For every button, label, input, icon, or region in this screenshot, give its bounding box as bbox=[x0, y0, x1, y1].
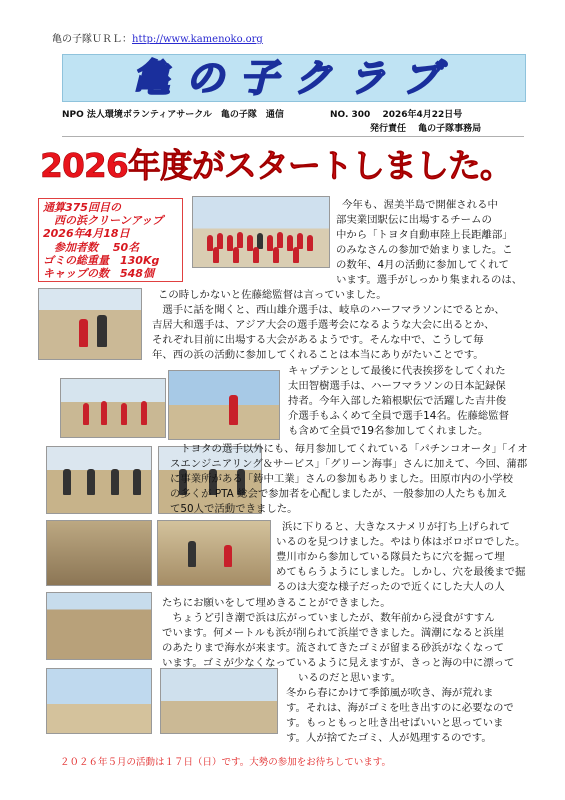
article-line: 今年も、渥美半島で開催される中 bbox=[342, 199, 498, 211]
article-line: 中から「トヨタ自動車陸上長距離部」 bbox=[336, 229, 513, 241]
info-line: キャップの数 548個 bbox=[43, 267, 154, 281]
eroded-beach-photo bbox=[46, 592, 152, 660]
page-headline: 2026年度がスタートしました。 bbox=[40, 146, 512, 185]
runners-with-bags-photo bbox=[38, 288, 142, 360]
sponsor-group-photo-1 bbox=[46, 446, 152, 514]
team-group-photo bbox=[192, 196, 330, 268]
info-line: 参加者数 50名 bbox=[43, 240, 140, 254]
article-line: るのは大変な様子だったので近くにした大人の人 bbox=[276, 581, 505, 593]
article-line: トヨタの選手以外にも、毎月参加してくれている「パチンコオータ」「イオ bbox=[170, 443, 528, 455]
article-line: 年、西の浜の活動に参加してくれることは本当にありがたいことです。 bbox=[152, 349, 484, 361]
article-line: それぞれ目前に出場する大会があるようです。そんな中で、こうして毎 bbox=[152, 334, 484, 346]
article-line: 吉居大和選手は、アジア大会の選手選考会になるような大会に出るとか、 bbox=[152, 319, 495, 331]
article-line: います。ゴミが少なくなっているように見えますが、きっと海の中に漂って bbox=[162, 657, 515, 669]
article-line: でいます。何メートルも浜が削られて浜崖できました。満潮になると浜崖 bbox=[162, 627, 505, 639]
url-line bbox=[52, 30, 263, 45]
article-line: いるのだと思います。 bbox=[298, 672, 402, 684]
porpoise-photo bbox=[46, 520, 152, 586]
beach-cliff-photo bbox=[160, 668, 278, 734]
article-line: す。もっともっと吐き出せばいいと思っていま bbox=[286, 717, 504, 729]
coastline-photo bbox=[46, 668, 152, 734]
article-line: 冬から春にかけて季節風が吹き、海が荒れま bbox=[286, 687, 494, 699]
article-line: の多くが PTA 総会で参加者を心配しましたが、一般参加の人たちも加え bbox=[170, 488, 508, 500]
article-line: の数年、4月の活動に参加してくれて bbox=[336, 259, 509, 271]
org-name: NPO 法人環境ボランティアサークル 亀の子隊 通信 bbox=[62, 110, 284, 120]
publisher: 発行責任 亀の子隊事務局 bbox=[370, 124, 482, 134]
volunteers-with-bags-photo bbox=[60, 378, 166, 438]
next-event-note: ２０２６年５月の活動は１７日（日）です。大勢の参加をお待ちしています。 bbox=[60, 757, 391, 768]
divider bbox=[62, 136, 524, 137]
article-line: 介選手もふくめて全員で選手14名。佐藤総監督 bbox=[288, 410, 510, 422]
site-link[interactable]: http://www.kamenoko.org bbox=[132, 34, 263, 45]
info-line: 2026年4月18日 bbox=[43, 227, 130, 241]
article-line: スエンジニアリング＆サービス」「グリーン海事」さんに加えて、今回、蒲郡 bbox=[170, 458, 528, 470]
article-line: のみなさんの参加で始まりました。こ bbox=[336, 244, 513, 256]
masthead-banner bbox=[62, 54, 526, 102]
article-line: 浜に下りると、大きなスナメリが打ち上げられて bbox=[282, 521, 510, 533]
article-line: います。選手がしっかり集まれるのは、 bbox=[336, 274, 523, 286]
article-line: 部実業団駅伝に出場するチームの bbox=[336, 214, 492, 226]
article-line: たちにお願いをして埋めきることができました。 bbox=[162, 597, 391, 609]
article-line: 豊川市から参加している隊員たちに穴を掘って埋 bbox=[276, 551, 505, 563]
article-line: めてもらうようにしました。しかし、穴を最後まで掘 bbox=[276, 566, 526, 578]
article-line: ちょうど引き潮で浜は広がっていましたが、数年前から浸食がすすん bbox=[162, 612, 495, 624]
article-line: 持者。今年入部した箱根駅伝で活躍した吉井俊 bbox=[288, 395, 507, 407]
article-line: 太田智樹選手は、ハーフマラソンの日本記録保 bbox=[288, 380, 506, 392]
article-line: のあたりまで海水が来ます。流されてきたゴミが留まる砂浜がなくなって bbox=[162, 642, 505, 654]
article-line: に事業所がある「鋳中工業」さんの参加もありました。田原市内の小学校 bbox=[170, 473, 513, 485]
newsletter-logo: 亀の子クラブ bbox=[131, 56, 456, 100]
article-line: キャプテンとして最後に代表挨拶をしてくれた bbox=[288, 365, 506, 377]
article-line: いるのを見つけました。やはり体はボロボロでした。 bbox=[276, 536, 526, 548]
info-line: ゴミの総重量 130Kg bbox=[43, 253, 160, 267]
article-line: す。人が捨てたゴミ、人が処理するのです。 bbox=[286, 732, 492, 744]
article-line: す。それは、海がゴミを吐き出すのに必要なので bbox=[286, 702, 514, 714]
url-label: 亀の子隊ＵＲＬ： bbox=[52, 34, 132, 45]
article-line: この時しかないと佐藤総監督は言っていました。 bbox=[158, 289, 387, 301]
info-line: 西の浜クリーンアップ bbox=[43, 214, 164, 228]
event-info-box bbox=[38, 198, 183, 282]
captain-speech-photo bbox=[168, 370, 280, 440]
issue-info: NO. 300 2026年4月22日号 bbox=[330, 110, 463, 120]
article-line: 選手に話を聞くと、西山雄介選手は、岐阜のハーフマラソンにでるとか、 bbox=[152, 304, 505, 316]
article-line: も含めて全員で19名参加してくれました。 bbox=[288, 425, 489, 437]
digging-photo bbox=[157, 520, 271, 586]
info-line: 通算375回目の bbox=[43, 201, 121, 214]
article-line: て50人で活動できました。 bbox=[170, 503, 298, 515]
